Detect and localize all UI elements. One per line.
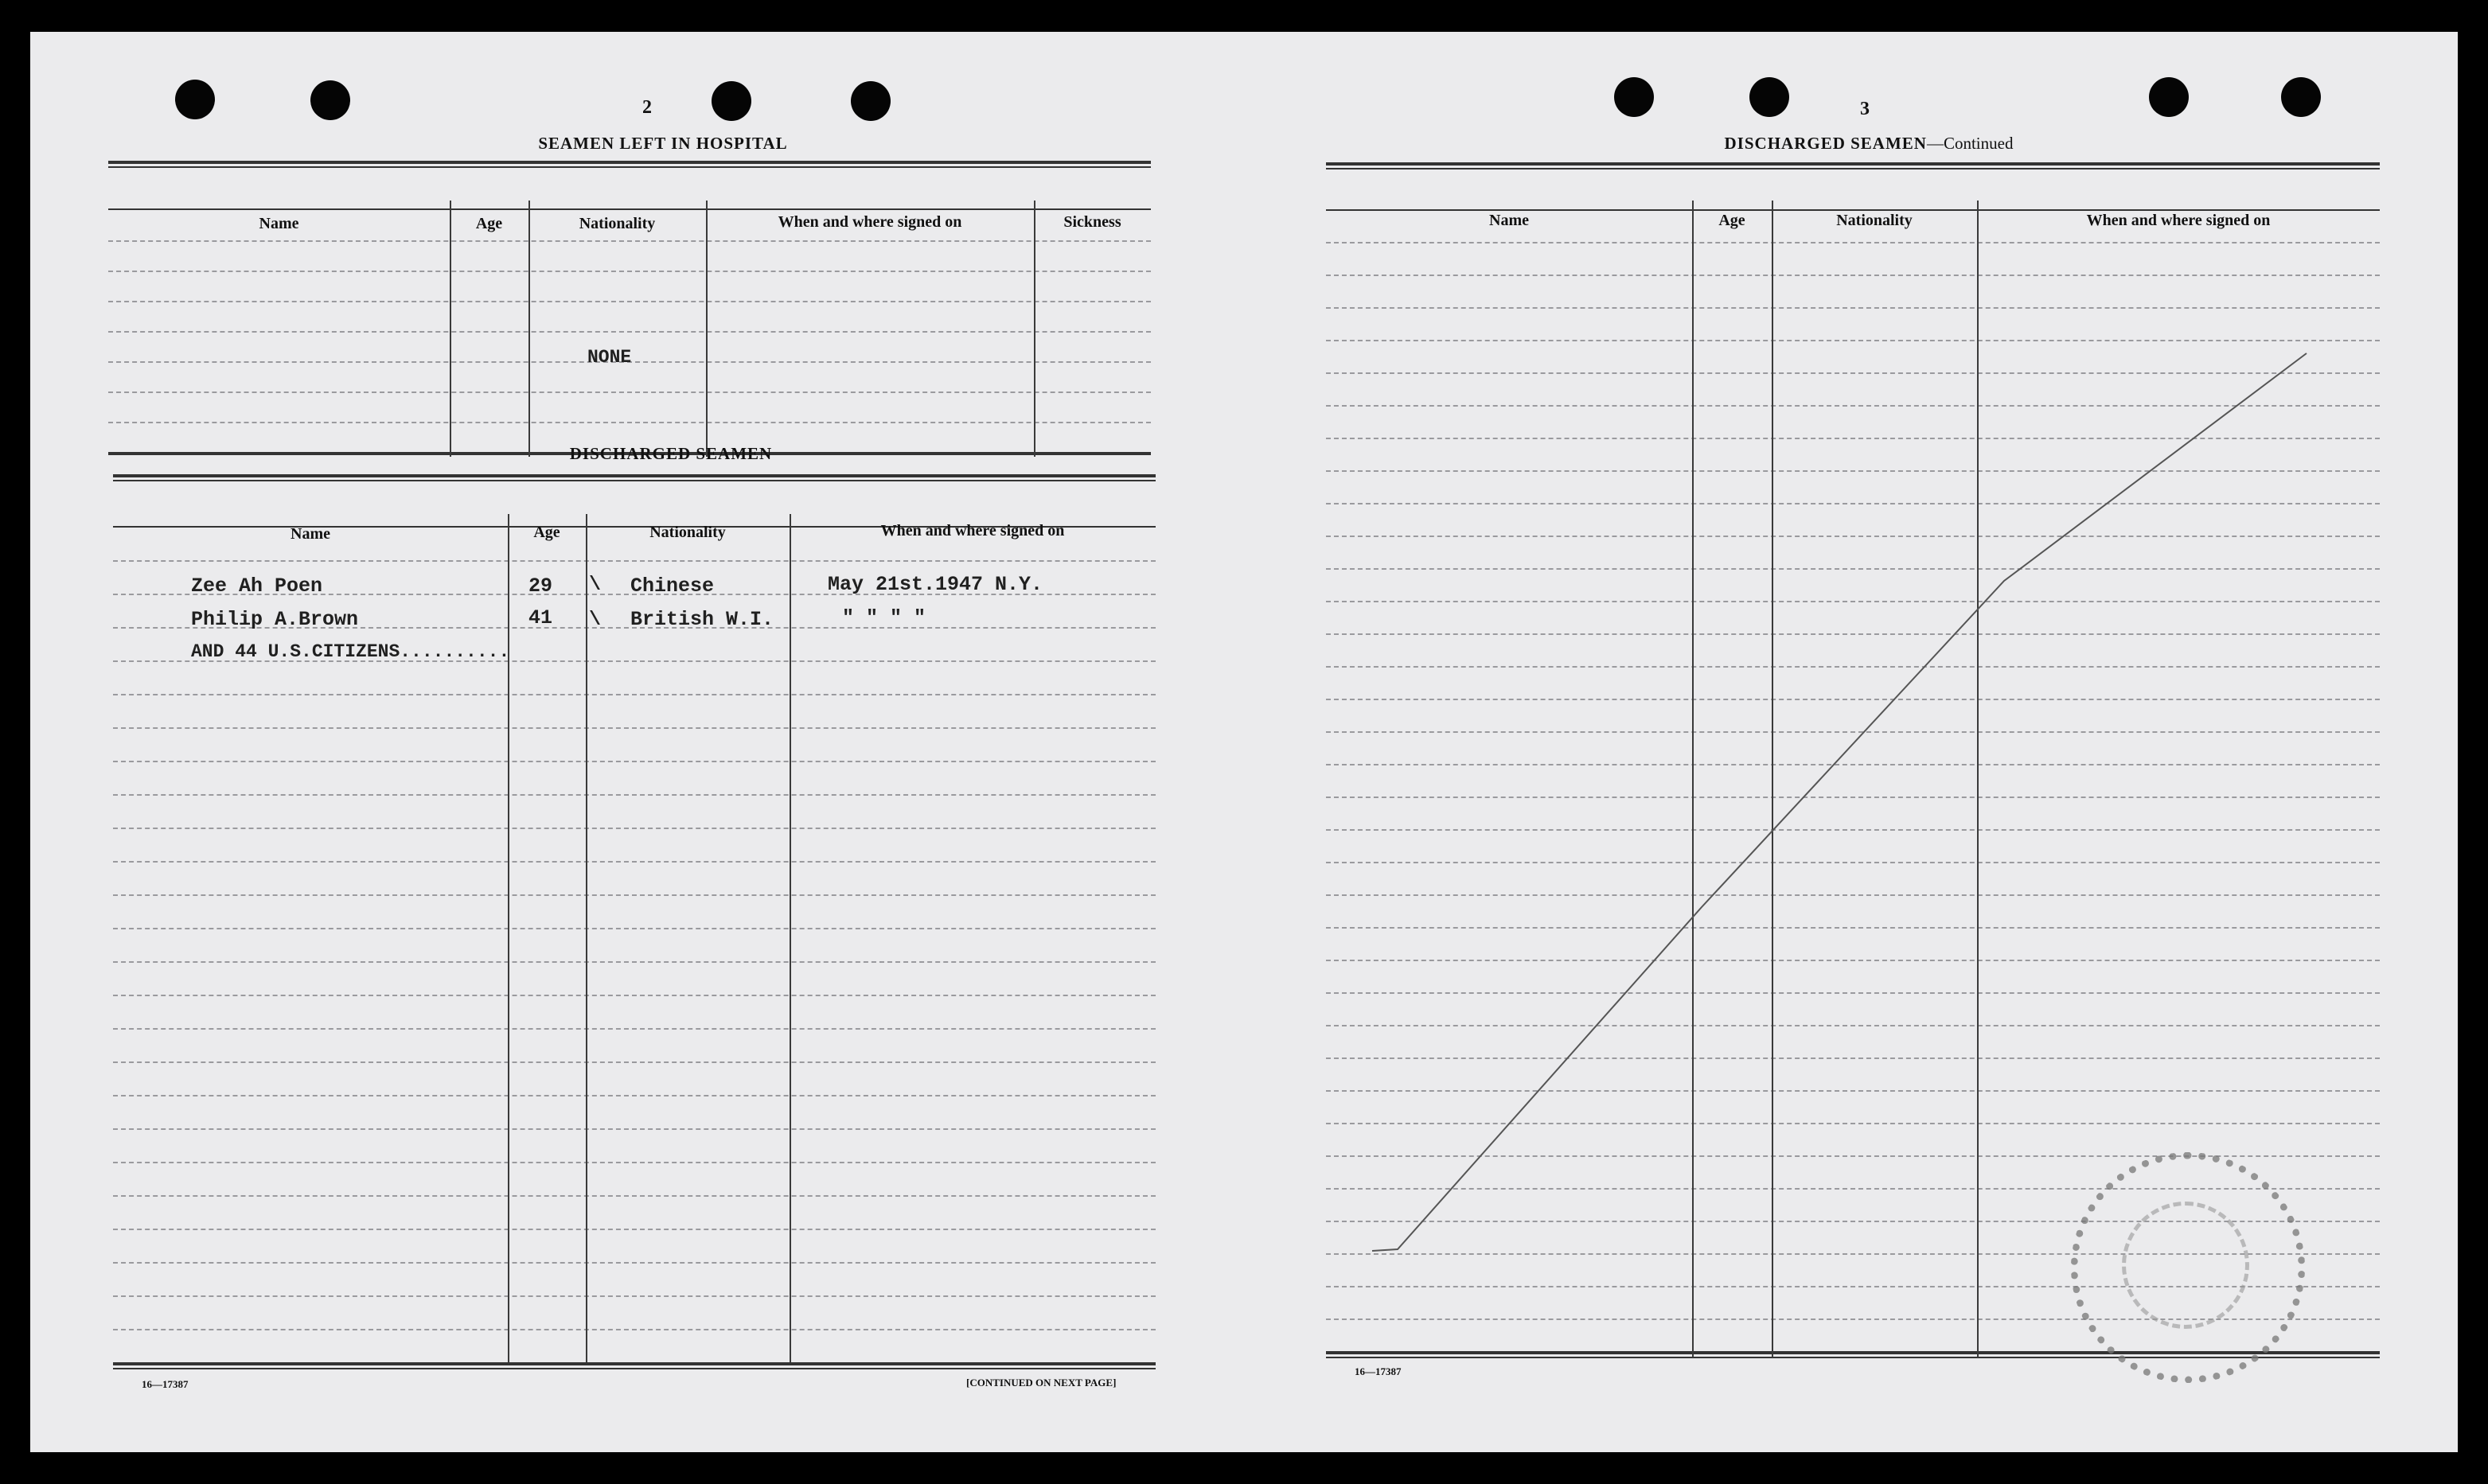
page-number-right: 3 [1860,99,1870,119]
seaman-mark: \ [589,608,602,631]
right-col-nationality: Nationality [1836,212,1913,229]
discharged-col-nationality: Nationality [649,524,726,541]
hospital-entry-none: NONE [587,347,632,368]
seaman-nationality: Chinese [630,575,715,598]
seaman-name: Philip A.Brown [191,608,359,631]
hospital-col-name: Name [259,215,299,232]
hospital-section-title: SEAMEN LEFT IN HOSPITAL [538,134,788,153]
discharged-col-name: Name [291,525,330,543]
seaman-mark: \ [589,573,602,596]
discharged-col-signed-on: When and where signed on [880,522,1065,539]
seaman-name: AND 44 U.S.CITIZENS.......... [191,641,510,662]
page-number-left: 2 [642,97,652,118]
discharged-continued-title-main: DISCHARGED SEAMEN [1724,134,1927,153]
seaman-nationality: British W.I. [630,608,774,631]
seaman-signed-on: " " " " [842,606,926,629]
hospital-col-sickness: Sickness [1063,213,1121,231]
ink-stamp-inner [2122,1202,2249,1329]
form-number-left: 16—17387 [142,1378,189,1390]
discharged-col-age: Age [533,524,560,541]
seaman-name: Zee Ah Poen [191,575,323,598]
right-col-signed-on: When and where signed on [2086,212,2271,229]
hospital-col-signed-on: When and where signed on [778,213,962,231]
right-col-age: Age [1718,212,1745,229]
seaman-signed-on: May 21st.1947 N.Y. [828,573,1043,596]
discharged-continued-title-suffix: —Continued [1926,134,2014,153]
hospital-col-age: Age [475,215,503,232]
discharged-section-title: DISCHARGED SEAMEN [569,444,773,463]
document-sheet [30,32,2458,1452]
seaman-age: 41 [528,606,553,629]
continued-note: [CONTINUED ON NEXT PAGE] [966,1377,1117,1389]
form-number-right: 16—17387 [1355,1365,1402,1377]
right-col-name: Name [1489,212,1529,229]
seaman-age: 29 [528,575,553,598]
hospital-col-nationality: Nationality [579,215,656,232]
